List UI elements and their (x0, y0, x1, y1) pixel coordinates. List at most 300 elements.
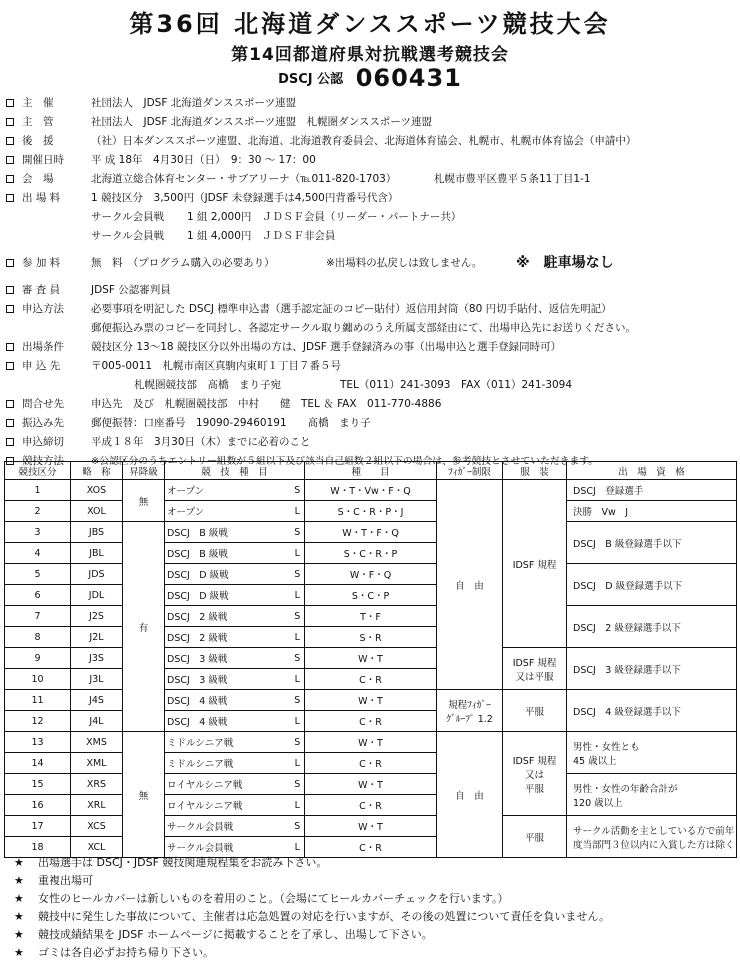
info-label: 審 査 員 (22, 284, 61, 296)
row-number: 4 (34, 547, 41, 559)
fukuso-value: 平服 (525, 832, 545, 844)
cell-no (5, 564, 71, 585)
col-kubun: 競技区分 (5, 462, 71, 480)
note-item (14, 872, 734, 890)
cell-dances (305, 501, 437, 522)
cell-fukuso (503, 816, 567, 858)
row-type: L (294, 715, 300, 727)
cell-type (291, 543, 305, 564)
info-label: 申込締切 (22, 436, 64, 448)
cell-shikaku (567, 501, 737, 522)
fee-circle-label: サークル会員戦 (91, 211, 165, 223)
dscj-label: DSCJ 公認 (278, 72, 344, 87)
info-joken (4, 338, 736, 357)
shikaku-value: 男性・女性とも (573, 741, 640, 753)
shokoukyu-value: 無 (138, 790, 149, 802)
info-shinsain (4, 281, 736, 300)
row-number: 13 (31, 736, 44, 748)
row-dances: T・F (360, 612, 381, 623)
shikaku-value: 男性・女性の年齢合計が (573, 783, 678, 795)
cell-no (5, 648, 71, 669)
note-text: 女性のヒールカバーは新しいものを着用のこと。（会場にてヒールカバーチェックを行います。） (38, 892, 509, 905)
row-dances: S・C・R・P・J (337, 507, 404, 518)
checkbox-icon (6, 194, 14, 202)
info-koen (4, 132, 736, 151)
venue-address: 札幌市豊平区豊平５条11丁目1-1 (434, 173, 591, 185)
info-label: 主 管 (22, 116, 54, 128)
row-dances: W・T (358, 780, 383, 791)
sakisaki-line2 (4, 376, 736, 395)
info-label: 参 加 料 (22, 257, 61, 269)
row-abbr: XRL (87, 799, 106, 811)
cell-event (165, 753, 291, 774)
info-label: 出場条件 (22, 341, 64, 353)
row-event: DSCJ 2 級戦 (167, 633, 228, 644)
row-dances: W・T・F・Q (342, 528, 399, 539)
cell-fukuso (503, 480, 567, 648)
fee-circle-member (4, 208, 736, 227)
row-dances: C・R (359, 717, 382, 728)
cell-event (165, 585, 291, 606)
cell-dances (305, 753, 437, 774)
cell-shokoukyu (123, 480, 165, 522)
shikaku-value: 決勝 Vw J (573, 507, 629, 518)
row-number: 6 (34, 589, 41, 601)
row-abbr: XOS (86, 484, 107, 496)
cell-abbr (71, 480, 123, 501)
star-icon: ★ (14, 946, 24, 959)
note-item (14, 926, 734, 944)
row-number: 16 (31, 799, 44, 811)
row-abbr: XCL (87, 841, 106, 853)
row-number: 11 (31, 694, 44, 706)
col-shikaku: 出 場 資 格 (567, 462, 737, 480)
row-type: S (294, 526, 301, 538)
row-dances: C・R (359, 675, 382, 686)
info-kaijo (4, 170, 736, 189)
info-value: 北海道立総合体育センター・サブアリーナ（℡011-820-1703） (91, 173, 397, 185)
row-type: S (294, 820, 301, 832)
fee-circle-value: 1 組 2,000円 ＪＤＳＦ会員（リーダー・パートナー共） (187, 211, 462, 223)
figure-value: 規程ﾌｨｶﾞｰ (448, 699, 491, 711)
main-title: 第36回 北海道ダンススポーツ競技大会 (129, 10, 611, 38)
dscj-number: 060431 (355, 64, 462, 92)
cell-no (5, 732, 71, 753)
info-label: 申込方法 (22, 303, 64, 315)
shikaku-value: DSCJ 3 級登録選手以下 (573, 664, 681, 676)
figure-value: ｸﾞﾙｰﾌﾟ 1.2 (446, 713, 493, 725)
contact-phone: TEL（011）241-3093 FAX（011）241-3094 (340, 379, 573, 391)
cell-shokoukyu (123, 732, 165, 858)
cell-event (165, 690, 291, 711)
cell-type (291, 774, 305, 795)
cell-fukuso (503, 648, 567, 690)
info-value: 必要事項を明記した DSCJ 標準申込書（選手認定証のコピー貼付）返信用封筒（80 円切手貼付、返信先明記） (91, 303, 612, 315)
table-row (5, 564, 737, 585)
info-shukan (4, 113, 736, 132)
cell-dances (305, 690, 437, 711)
cell-shikaku (567, 648, 737, 690)
cell-no (5, 774, 71, 795)
row-dances: S・C・P (351, 591, 390, 602)
row-dances: W・T (358, 654, 383, 665)
checkbox-icon (6, 362, 14, 370)
info-value: 〒005-0011 札幌市南区真駒内東町１丁目７番５号 (91, 360, 342, 372)
table-row (5, 648, 737, 669)
cell-type (291, 732, 305, 753)
info-value: 郵便振替：口座番号 19090-29460191 髙橋 まり子 (91, 417, 371, 429)
cell-figure (437, 690, 503, 732)
note-text: 出場選手は DSCJ・JDSF 競技関連規程集をお読み下さい。 (38, 856, 328, 869)
col-shokoukyu: 昇降級 (123, 462, 165, 480)
checkbox-icon (6, 175, 14, 183)
row-event: DSCJ B 級戦 (167, 549, 228, 560)
cell-event (165, 711, 291, 732)
row-type: L (294, 547, 300, 559)
checkbox-icon (6, 137, 14, 145)
cell-dances (305, 711, 437, 732)
info-value: （社）日本ダンススポーツ連盟、北海道、北海道教育委員会、北海道体育協会、札幌市、札幌市体育協会（申請中） (91, 135, 637, 147)
cell-dances (305, 606, 437, 627)
shikaku-value: DSCJ 4 級登録選手以下 (573, 706, 681, 718)
row-dances: C・R (359, 843, 382, 854)
cell-shikaku (567, 564, 737, 606)
row-abbr: XML (86, 757, 107, 769)
row-number: 8 (34, 631, 41, 643)
info-value: 無 料 （プログラム購入の必要あり） (91, 257, 275, 269)
table-row (5, 690, 737, 711)
cell-abbr (71, 564, 123, 585)
cell-event (165, 774, 291, 795)
cell-no (5, 606, 71, 627)
row-dances: C・R (359, 759, 382, 770)
cell-abbr (71, 669, 123, 690)
row-dances: W・T・Vw・F・Q (330, 486, 411, 497)
cell-type (291, 564, 305, 585)
cell-fukuso (503, 690, 567, 732)
row-event: DSCJ D 級戦 (167, 570, 229, 581)
cell-dances (305, 669, 437, 690)
cell-shikaku (567, 480, 737, 501)
cell-abbr (71, 543, 123, 564)
cell-abbr (71, 795, 123, 816)
checkbox-icon (6, 305, 14, 313)
cell-type (291, 816, 305, 837)
note-text: 競技成績結果を JDSF ホームページに掲載することを了承し、出場して下さい。 (38, 928, 433, 941)
cell-type (291, 753, 305, 774)
checkbox-icon (6, 156, 14, 164)
cell-abbr (71, 606, 123, 627)
row-type: L (294, 631, 300, 643)
shokoukyu-value: 有 (138, 622, 149, 634)
row-type: S (294, 778, 301, 790)
row-event: DSCJ 4 級戦 (167, 696, 228, 707)
row-event: DSCJ B 級戦 (167, 528, 228, 539)
info-toiawase (4, 395, 736, 414)
parking-note: ※ 駐車場なし (516, 255, 614, 271)
info-label: 競技方法 (22, 455, 64, 467)
fukuso-value: 又は平服 (515, 671, 554, 683)
checkbox-icon (6, 99, 14, 107)
cell-shikaku (567, 732, 737, 774)
cell-event (165, 795, 291, 816)
note-item (14, 944, 734, 962)
cell-no (5, 522, 71, 543)
note-text: 競技中に発生した事故について、主催者は応急処置の対応を行いますが、その後の処置について責任を負いません。 (38, 910, 610, 923)
fee-circle-value: 1 組 4,000円 ＪＤＳＦ非会員 (187, 230, 336, 242)
cell-abbr (71, 501, 123, 522)
cell-fukuso (503, 732, 567, 816)
info-value: 平 成 18年 4月30日（日） 9：30 〜 17：00 (91, 154, 316, 166)
cell-type (291, 480, 305, 501)
cell-event (165, 543, 291, 564)
table-row (5, 501, 737, 522)
row-number: 15 (31, 778, 44, 790)
row-type: S (294, 652, 301, 664)
cell-abbr (71, 753, 123, 774)
checkbox-icon (6, 259, 14, 267)
info-label: 振込み先 (22, 417, 64, 429)
notes-section (14, 854, 734, 962)
cell-dances (305, 480, 437, 501)
row-event: サークル会員戦 (167, 843, 234, 854)
shikaku-value: 45 歳以上 (573, 755, 617, 767)
row-abbr: XOL (87, 505, 106, 517)
checkbox-icon (6, 419, 14, 427)
row-event: ミドルシニア戦 (167, 759, 234, 770)
row-type: S (294, 610, 301, 622)
star-icon: ★ (14, 874, 24, 887)
note-text: ゴミは各自必ずお持ち帰り下さい。 (38, 946, 214, 959)
cell-abbr (71, 648, 123, 669)
row-type: S (294, 736, 301, 748)
row-event: ロイヤルシニア戦 (167, 780, 243, 791)
row-event: ミドルシニア戦 (167, 738, 234, 749)
cell-shikaku (567, 522, 737, 564)
shikaku-value: DSCJ 2 級登録選手以下 (573, 622, 681, 634)
info-value: 郵便振込み票のコピーを同封し、各認定サークル取り纏めのうえ所属支部経由にて、出場申込先にお送りください。 (91, 322, 637, 334)
fukuso-value: 平服 (525, 706, 545, 718)
info-shusai (4, 94, 736, 113)
refund-note: ※出場料の払戻しは致しません。 (326, 257, 483, 269)
row-abbr: J3L (89, 673, 104, 685)
cell-type (291, 669, 305, 690)
row-event: DSCJ 3 級戦 (167, 654, 228, 665)
row-abbr: J4L (89, 715, 104, 727)
cell-abbr (71, 522, 123, 543)
cell-no (5, 753, 71, 774)
cell-dances (305, 585, 437, 606)
note-item (14, 854, 734, 872)
cell-shikaku (567, 774, 737, 816)
cell-abbr (71, 711, 123, 732)
row-number: 14 (31, 757, 44, 769)
row-abbr: JBL (89, 547, 104, 559)
note-item (14, 890, 734, 908)
fukuso-value: 平服 (525, 783, 545, 795)
shikaku-value: DSCJ B 級登録選手以下 (573, 538, 682, 550)
row-number: 1 (34, 484, 41, 496)
col-dances: 種 目 (305, 462, 437, 480)
info-value: 社団法人 JDSF 北海道ダンススポーツ連盟 (91, 97, 297, 109)
cell-event (165, 501, 291, 522)
figure-value: 自 由 (455, 790, 484, 802)
cell-event (165, 480, 291, 501)
info-value: 競技区分 13〜18 競技区分以外出場の方は、JDSF 選手登録済みの事（出場申込と選手登録同時可） (91, 341, 562, 353)
info-label: 問合せ先 (22, 398, 64, 410)
cell-event (165, 627, 291, 648)
star-icon: ★ (14, 856, 24, 869)
info-section (4, 94, 736, 471)
cell-no (5, 690, 71, 711)
row-abbr: JBS (88, 526, 105, 538)
cell-shokoukyu (123, 522, 165, 732)
row-type: S (294, 568, 301, 580)
info-value: 社団法人 JDSF 北海道ダンススポーツ連盟 札幌圏ダンススポーツ連盟 (91, 116, 432, 128)
row-dances: W・T (358, 822, 383, 833)
dscj-approval (0, 64, 740, 92)
star-icon: ★ (14, 892, 24, 905)
fukuso-value: IDSF 規程 (512, 657, 557, 669)
info-label: 開催日時 (22, 154, 64, 166)
row-abbr: J4S (89, 694, 104, 706)
shikaku-value: サークル活動を主としている方で前年 (573, 825, 735, 837)
info-value: JDSF 公認審判員 (91, 284, 171, 296)
table-row (5, 774, 737, 795)
col-abbr: 略 称 (71, 462, 123, 480)
row-dances: C・R (359, 801, 382, 812)
cell-type (291, 648, 305, 669)
info-moushikomi (4, 300, 736, 319)
row-dances: S・R (359, 633, 382, 644)
cell-no (5, 501, 71, 522)
fukuso-value: IDSF 規程 (512, 559, 557, 571)
cell-dances (305, 564, 437, 585)
row-event: DSCJ D 級戦 (167, 591, 229, 602)
row-type: L (294, 589, 300, 601)
row-type: L (294, 505, 300, 517)
row-event: ロイヤルシニア戦 (167, 801, 243, 812)
cell-abbr (71, 690, 123, 711)
cell-no (5, 816, 71, 837)
row-type: L (294, 799, 300, 811)
table-header (5, 462, 737, 480)
event-table (4, 461, 737, 858)
moushikomi-line2 (4, 319, 736, 338)
row-abbr: JDL (88, 589, 105, 601)
cell-type (291, 690, 305, 711)
row-number: 12 (31, 715, 44, 727)
cell-type (291, 501, 305, 522)
row-abbr: J2S (89, 610, 104, 622)
cell-dances (305, 627, 437, 648)
checkbox-icon (6, 400, 14, 408)
cell-no (5, 480, 71, 501)
row-dances: W・T (358, 738, 383, 749)
info-shutsujoryo (4, 189, 736, 208)
row-number: 3 (34, 526, 41, 538)
cell-event (165, 606, 291, 627)
cell-shikaku (567, 690, 737, 732)
row-event: DSCJ 4 級戦 (167, 717, 228, 728)
row-type: L (294, 757, 300, 769)
cell-event (165, 669, 291, 690)
shikaku-value: 120 歳以上 (573, 797, 623, 809)
row-number: 10 (31, 673, 44, 685)
cell-event (165, 522, 291, 543)
cell-dances (305, 648, 437, 669)
checkbox-icon (6, 118, 14, 126)
row-type: S (294, 484, 301, 496)
row-event: サークル会員戦 (167, 822, 234, 833)
cell-abbr (71, 627, 123, 648)
info-sakisaki (4, 357, 736, 376)
cell-type (291, 522, 305, 543)
row-abbr: JDS (88, 568, 105, 580)
info-value: 申込先 及び 札幌圏競技部 中村 健 TEL ＆ FAX 011-770-4886 (91, 398, 442, 410)
row-number: 5 (34, 568, 41, 580)
fukuso-value: 又は (525, 769, 545, 781)
table-row (5, 606, 737, 627)
cell-dances (305, 732, 437, 753)
cell-type (291, 606, 305, 627)
info-label: 後 援 (22, 135, 54, 147)
note-text: 重複出場可 (38, 874, 93, 887)
note-item (14, 908, 734, 926)
row-number: 2 (34, 505, 41, 517)
star-icon: ★ (14, 910, 24, 923)
row-type: L (294, 673, 300, 685)
col-fukuso: 服 装 (503, 462, 567, 480)
info-label: 出 場 料 (22, 192, 61, 204)
cell-event (165, 564, 291, 585)
cell-shikaku (567, 606, 737, 648)
shikaku-value: DSCJ 登録選手 (573, 486, 644, 497)
row-type: L (294, 841, 300, 853)
row-event: オープン (167, 486, 205, 497)
cell-type (291, 711, 305, 732)
row-number: 7 (34, 610, 41, 622)
info-shimekiri (4, 433, 736, 452)
row-dances: S・C・R・P (343, 549, 398, 560)
row-abbr: XRS (86, 778, 107, 790)
row-abbr: XMS (86, 736, 107, 748)
cell-event (165, 732, 291, 753)
sub-title: 第14回都道府県対抗戦選考競技会 (231, 45, 509, 65)
row-event: DSCJ 3 級戦 (167, 675, 228, 686)
cell-dances (305, 816, 437, 837)
cell-figure (437, 732, 503, 858)
cell-no (5, 585, 71, 606)
cell-event (165, 816, 291, 837)
cell-no (5, 543, 71, 564)
row-dances: W・F・Q (349, 570, 392, 581)
cell-type (291, 627, 305, 648)
info-label: 主 催 (22, 97, 54, 109)
shikaku-value: DSCJ D 級登録選手以下 (573, 580, 683, 592)
cell-abbr (71, 774, 123, 795)
row-dances: W・T (358, 696, 383, 707)
table-row (5, 480, 737, 501)
info-value: 1 競技区分 3,500円（JDSF 未登録選手は4,500円背番号代含） (91, 192, 399, 204)
info-value: 平成１８年 3月30日（木）までに必着のこと (91, 436, 311, 448)
cell-no (5, 627, 71, 648)
star-icon: ★ (14, 928, 24, 941)
col-figure: ﾌｨｶﾞｰ制限 (437, 462, 503, 480)
row-abbr: J3S (89, 652, 104, 664)
cell-dances (305, 522, 437, 543)
cell-abbr (71, 816, 123, 837)
